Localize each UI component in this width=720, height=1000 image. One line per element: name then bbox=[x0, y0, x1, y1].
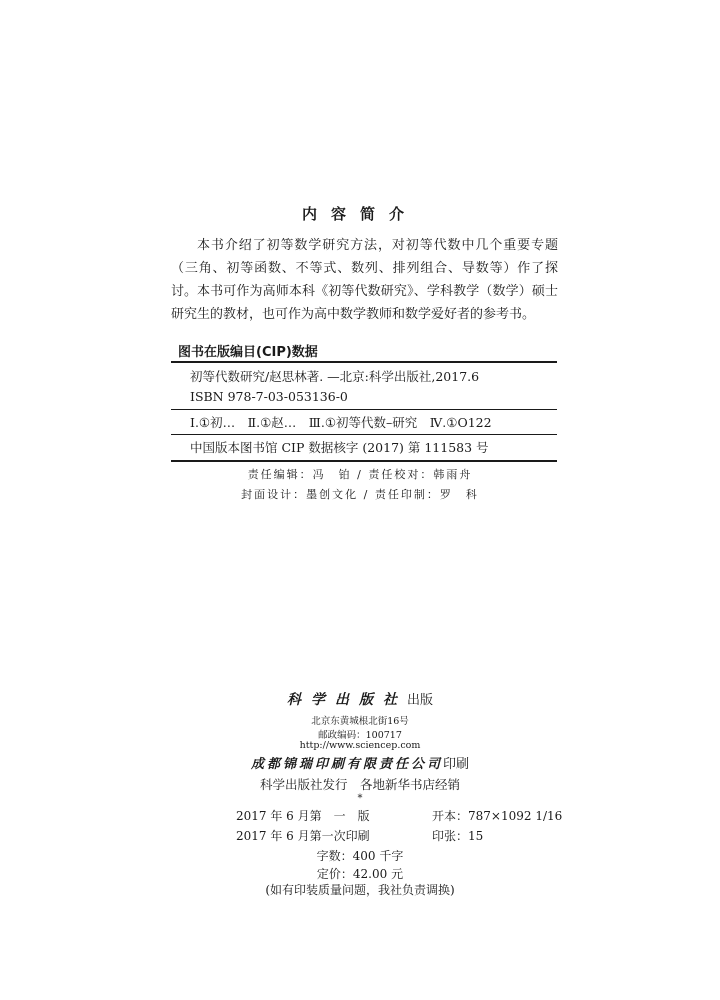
cip-divider-1 bbox=[171, 409, 557, 410]
separator-star: * bbox=[357, 793, 363, 804]
publisher-address: 北京东黄城根北街16号 bbox=[311, 716, 409, 727]
publisher-postcode: 邮政编码：100717 bbox=[318, 730, 402, 741]
cip-line-2: ISBN 978-7-03-053136-0 bbox=[190, 389, 348, 404]
printing-info: 2017 年 6 月第一次印刷 bbox=[236, 829, 370, 843]
printer-name: 成都锦瑞印刷有限责任公司 bbox=[250, 757, 443, 772]
word-count: 字数：400 千字 bbox=[316, 849, 404, 863]
summary-paragraph-2: 本书可作为高师本科《初等代数研究》、学科教学（数学）硕士研究生的教材，也可作为高中数学教师和数学爱好者的参考书。 bbox=[171, 284, 558, 322]
summary-title: 内容简介 bbox=[301, 205, 418, 223]
cip-line-3: Ⅰ.①初… Ⅱ.①赵… Ⅲ.①初等代数–研究 Ⅳ.①O122 bbox=[190, 415, 492, 430]
printer-suffix: 印刷 bbox=[443, 757, 470, 772]
price: 定价：42.00 元 bbox=[316, 867, 404, 881]
cip-divider-2 bbox=[171, 434, 557, 435]
publisher-url: http://www.sciencep.com bbox=[299, 740, 421, 751]
publisher-line bbox=[0, 689, 720, 709]
edition-info: 2017 年 6 月第 一 版 bbox=[236, 809, 370, 823]
designer-credit: 封面设计：墨创文化 / 责任印制：罗 科 bbox=[241, 488, 479, 501]
format-info: 开本：787×1092 1/16 bbox=[432, 809, 563, 823]
cip-line-4: 中国版本图书馆 CIP 数据核字 (2017) 第 111583 号 bbox=[190, 440, 489, 455]
editor-credit: 责任编辑：冯 铂 / 责任校对：韩雨舟 bbox=[247, 468, 473, 481]
publisher-suffix: 出版 bbox=[406, 693, 433, 708]
sheets-info: 印张：15 bbox=[432, 829, 484, 843]
summary-paragraph-1: 本书介绍了初等数学研究方法，对初等代数中几个重要专题（三角、初等函数、不等式、数列、排列组合、导数等）作了探讨。 bbox=[171, 238, 558, 299]
cip-heading: 图书在版编目(CIP)数据 bbox=[178, 345, 318, 360]
cip-line-1: 初等代数研究/赵思林著. —北京:科学出版社,2017.6 bbox=[190, 369, 480, 384]
printer-line bbox=[0, 753, 720, 772]
distribution-line: 科学出版社发行 各地新华书店经销 bbox=[259, 777, 460, 792]
quality-note: (如有印装质量问题，我社负责调换) bbox=[265, 883, 455, 897]
cip-top-rule bbox=[171, 361, 557, 363]
cip-bottom-rule bbox=[171, 460, 557, 462]
publisher-logo: 科学出版社 bbox=[286, 692, 407, 708]
